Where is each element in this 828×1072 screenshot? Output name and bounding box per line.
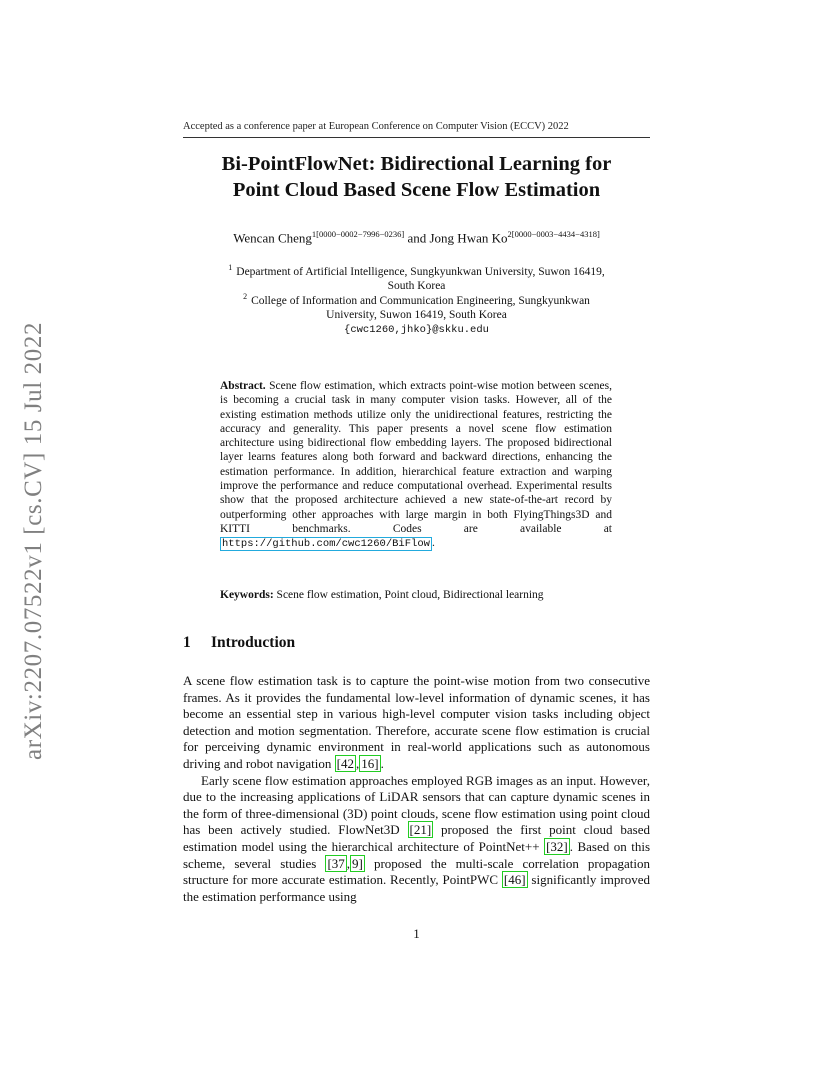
paragraph-2-text-4: proposed the multi-scale correlation propagation structure for more accurate estimation. Recently, PointPWC <box>183 855 651 888</box>
author-list <box>183 229 650 246</box>
citation-21[interactable]: [21] <box>409 822 432 838</box>
paragraph-1: A scene flow estimation task is to capture the point-wise motion from two consecutive frames. As it provides the fundamental low-level information of dynamic scenes, it has become an essential step in various high-level computer vision tasks including object detection and motion segmentation. Therefore, accurate scene flow estimation is crucial for perceiving dynamic environment in real-world applications such as autonomous driving and robot navigation [42 , 16] . <box>183 673 650 771</box>
page-number: 1 <box>413 926 420 941</box>
keywords <box>220 589 612 601</box>
author-2-name: Jong Hwan Ko <box>429 230 508 246</box>
arxiv-stamp: arXiv:2207.07522v1 [cs.CV] 15 Jul 2022 <box>20 321 47 760</box>
paragraph-2-text-5: significantly improved the estimation performance using <box>183 872 651 904</box>
abstract-label: Abstract. <box>220 380 266 392</box>
citation-42[interactable]: [42 <box>336 755 354 771</box>
abstract-text: Scene flow estimation, which extracts point-wise motion between scenes, is becoming a crucial task in many computer vision tasks. However, all of the existing estimation methods utilize only the unidirectional features, restricting the accuracy and generality. This paper presents a novel scene flow estimation architecture using bidirectional flow embedding layers. The proposed bidirectional layer learns features along both forward and backward directions, enhancing the estimation performance. In addition, hierarchical feature extraction and warping improve the performance and reduce computational overhead. Experimental results show that the proposed architecture achieved a new state-of-the-art record by outperforming other approaches with large margin in both FlyingThings3D and KITTI benchmarks. Codes are available at <box>220 380 612 535</box>
citation-16[interactable]: 16] <box>361 755 379 771</box>
section-title: Introduction <box>211 634 296 651</box>
affiliation-1-line-1: Department of Artificial Intelligence, Sungkyunkwan University, Suwon 16419, <box>236 265 605 278</box>
abstract <box>220 379 612 552</box>
author-1-orcid[interactable]: 1[0000−0002−7996−0236] <box>311 229 405 239</box>
affiliation-1-line-2: South Korea <box>387 280 446 293</box>
code-link[interactable]: https://github.com/cwc1260/BiFlow <box>222 538 430 551</box>
affiliation-1 <box>183 261 650 294</box>
author-1-name: Wencan Cheng <box>233 230 312 246</box>
title-line-1: Bi-PointFlowNet: Bidirectional Learning for <box>221 153 612 175</box>
affiliation-1-mark: 1 <box>228 263 233 272</box>
section-number: 1 <box>183 634 191 651</box>
paragraph-2-text-1: Early scene flow estimation approaches employed RGB images as an input. However, due to the increasing applications of LiDAR sensors that can capture dynamic scenes in the form of three-dimensional (3D) point clouds, scene flow estimation using point cloud has been actively studied. FlowNet3D <box>183 772 650 838</box>
abstract-end: . <box>431 537 435 550</box>
keywords-label: Keywords: <box>220 589 274 601</box>
body-text <box>183 673 650 905</box>
author-2-orcid[interactable]: 2[0000−0003−4434−4318] <box>507 229 600 239</box>
author-email[interactable]: {cwc1260,jhko}@skku.edu <box>344 323 489 336</box>
paper-title <box>183 151 650 203</box>
citation-46[interactable]: [46] <box>503 872 526 888</box>
author-joiner: and <box>404 230 430 246</box>
affiliation-2-line-2: University, Suwon 16419, South Korea <box>326 309 507 322</box>
paragraph-1-end: . <box>380 755 384 771</box>
running-header: Accepted as a conference paper at European Conference on Computer Vision (ECCV) 2022 <box>183 121 650 138</box>
section-heading <box>183 634 295 652</box>
keywords-text: Scene flow estimation, Point cloud, Bidirectional learning <box>276 589 544 601</box>
affiliation-2-mark: 2 <box>243 292 248 301</box>
paragraph-2: Early scene flow estimation approaches employed RGB images as an input. However, due to the increasing applications of LiDAR sensors that can capture dynamic scenes in the form of three-dimensional (3D) point clouds, scene flow estimation using point cloud has been actively studied. FlowNet3D [21] proposed the first point cloud based estimation model using the hierarchical architecture of PointNet++ [32] . Based on this scheme, several studies [37 , 9] proposed the multi-scale correlation propagation structure for more accurate estimation. Recently, PointPWC [46] significantly improved the estimation performance using <box>183 772 651 904</box>
paragraph-2-text-3: . Based on this scheme, several studies <box>183 838 651 871</box>
affiliation-2 <box>183 290 650 337</box>
citation-9[interactable]: 9] <box>352 855 363 871</box>
citation-32[interactable]: [32] <box>546 838 568 854</box>
citation-37[interactable]: [37 <box>327 855 345 871</box>
title-line-2: Point Cloud Based Scene Flow Estimation <box>232 179 601 201</box>
affiliation-2-line-1: College of Information and Communication Engineering, Sungkyunkwan <box>251 294 590 307</box>
paragraph-2-text-2: proposed the first point cloud based estimation model using the hierarchical architecture of PointNet++ <box>183 822 650 854</box>
paragraph-1-text: A scene flow estimation task is to capture the point-wise motion from two consecutive frames. As it provides the fundamental low-level information of dynamic scenes, it has become an essential step in various high-level computer vision tasks including object detection and motion segmentation. Therefore, accurate scene flow estimation is crucial for perceiving dynamic environment in real-world applications such as autonomous driving and robot navigation <box>183 673 650 771</box>
